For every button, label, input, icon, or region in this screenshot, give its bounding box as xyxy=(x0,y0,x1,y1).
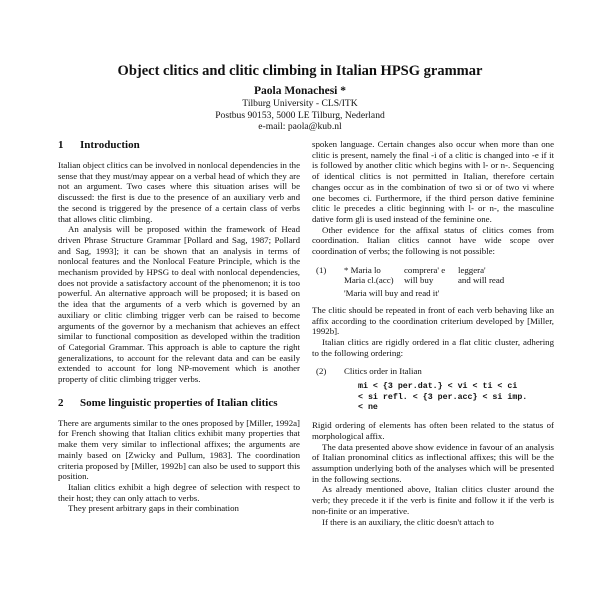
section2-paragraph-3: They present arbitrary gaps in their combination xyxy=(68,503,239,514)
example-2 xyxy=(312,366,554,414)
clitic-order-line-3: < ne xyxy=(358,403,378,413)
gloss-word: and will read xyxy=(458,275,505,286)
clitic-order-line-1: mi < {3 per.dat.} < vi < ti < ci xyxy=(358,382,518,392)
section-number: 1 xyxy=(58,139,64,151)
example-caption: Clitics order in Italian xyxy=(344,366,422,377)
author-email: e-mail: paola@kub.nl xyxy=(258,121,342,132)
left-column xyxy=(58,139,300,514)
example-gloss xyxy=(344,265,554,299)
author-affiliation: Tilburg University - CLS/ITK xyxy=(242,98,358,109)
section2-paragraph-2: Italian clitics exhibit a high degree of selection with respect to their host; they can only attach to verbs. xyxy=(58,481,300,503)
section-heading-introduction xyxy=(58,139,300,152)
gloss-word: * Maria lo xyxy=(344,264,381,275)
intro-paragraph-2: An analysis will be proposed within the framework of Head driven Phrase Structure Grammar [Pollard and Sag, 1987; Pollard and Sag, 1993]; it can be shown that an analysis in terms of nonlocal features and the Nonlocal Feature Principle, which is the mechanism provided by HPSG to deal with nonlocal dependencies, does not provide a satisfactory account of the phenomenon; it is too powerful. An alternative approach will be proposed; it is based on the idea that the arguments of a verb which is governed by an auxiliary or clitic climbing trigger verb can be raised to become arguments of the governor by a mechanism that achieves an effect similar to functional composition as developed within the tradition of Categorial Grammar. This approach is able to capture the right generalizations, to account for the relevant data and can be easily extended to account for long NP-movement which is another property of clitic climbing trigger verbs. xyxy=(58,224,300,385)
section-title: Introduction xyxy=(80,139,140,151)
gloss-free-translation: 'Maria will buy and read it' xyxy=(344,288,440,299)
author-name: Paola Monachesi * xyxy=(254,85,346,97)
right-paragraph-2: Other evidence for the affixal status of clitics comes from coordination. Italian clitics cannot have wide scope over coordination of verbs; the following is not possible: xyxy=(312,224,554,257)
section-heading-linguistic-properties xyxy=(58,397,300,410)
section-number: 2 xyxy=(58,396,64,409)
gloss-line-original xyxy=(344,265,554,276)
gloss-word: comprera' e xyxy=(404,264,446,275)
example-number: (2) xyxy=(316,366,327,377)
intro-paragraph-1: Italian object clitics can be involved in nonlocal dependencies in the sense that they must/may appear on a verbal head of which they are not an argument. Two cases where this situation arises will be discussed: the first is due to the presence of an auxiliary verb and the second is triggered by the presence of a certain class of verbs that allows clitic climbing. xyxy=(58,160,300,224)
right-paragraph-8: If there is an auxiliary, the clitic doesn't attach to xyxy=(322,516,494,527)
paper-title: Object clitics and clitic climbing in Italian HPSG grammar xyxy=(117,63,483,79)
clitic-order-line-2: < si refl. < {3 per.acc} < si imp. xyxy=(358,392,528,402)
gloss-word: Maria cl.(acc) xyxy=(344,275,394,286)
gloss-word: leggera' xyxy=(458,264,486,275)
author-address: Postbus 90153, 5000 LE Tilburg, Nederland xyxy=(215,109,385,121)
right-paragraph-6: The data presented above show evidence in favour of an analysis of Italian pronominal clitics as inflectional affixes; this will be the assumption underlying both of the analyses which will be presented in the following sections. xyxy=(312,441,554,484)
clitic-order xyxy=(344,366,554,414)
paper-header xyxy=(0,62,600,133)
right-column xyxy=(312,139,554,527)
section-title: Some linguistic properties of Italian clitics xyxy=(80,396,278,409)
gloss-word: will buy xyxy=(404,275,434,286)
section2-paragraph-1: There are arguments similar to the ones proposed by [Miller, 1992a] for French showing that Italian clitics exhibit many properties that make them very similar to inflectional affixes; the arguments are mainly based on [Zwicky and Pullum, 1983]. The coordination criteria proposed by [Miller, 1992b] can also be used to support this position. xyxy=(58,417,300,482)
example-1 xyxy=(312,265,554,299)
right-paragraph-1: spoken language. Certain changes also occur when more than one clitic is present, namely the final -i of a clitic is changed into -e if it is followed by another clitic which begins with l- or n-. Sequencing of identical clitics is not permitted in Italian, therefore certain changes occur as in the combination of two si or of two vi where one becomes ci. Furthermore, if the third person dative feminine clitic le precedes a clitic beginning with l- or n-, the masculine dative form gli is used instead of the feminine one. xyxy=(312,139,554,224)
right-paragraph-7: As already mentioned above, Italian clitics cluster around the verb; they precede it if the verb is finite and follow it if the verb is non-finite or an imperative. xyxy=(312,484,554,516)
right-paragraph-5: Rigid ordering of elements has often been related to the status of morphological affix. xyxy=(312,420,554,441)
example-number: (1) xyxy=(316,264,327,275)
right-paragraph-4: Italian clitics are rigidly ordered in a flat clitic cluster, adhering to the following ordering: xyxy=(312,336,554,358)
gloss-line-translation xyxy=(344,275,554,286)
right-paragraph-3: The clitic should be repeated in front of each verb behaving like an affix according to the coordination criterium developed by [Miller, 1992b]. xyxy=(312,304,554,337)
